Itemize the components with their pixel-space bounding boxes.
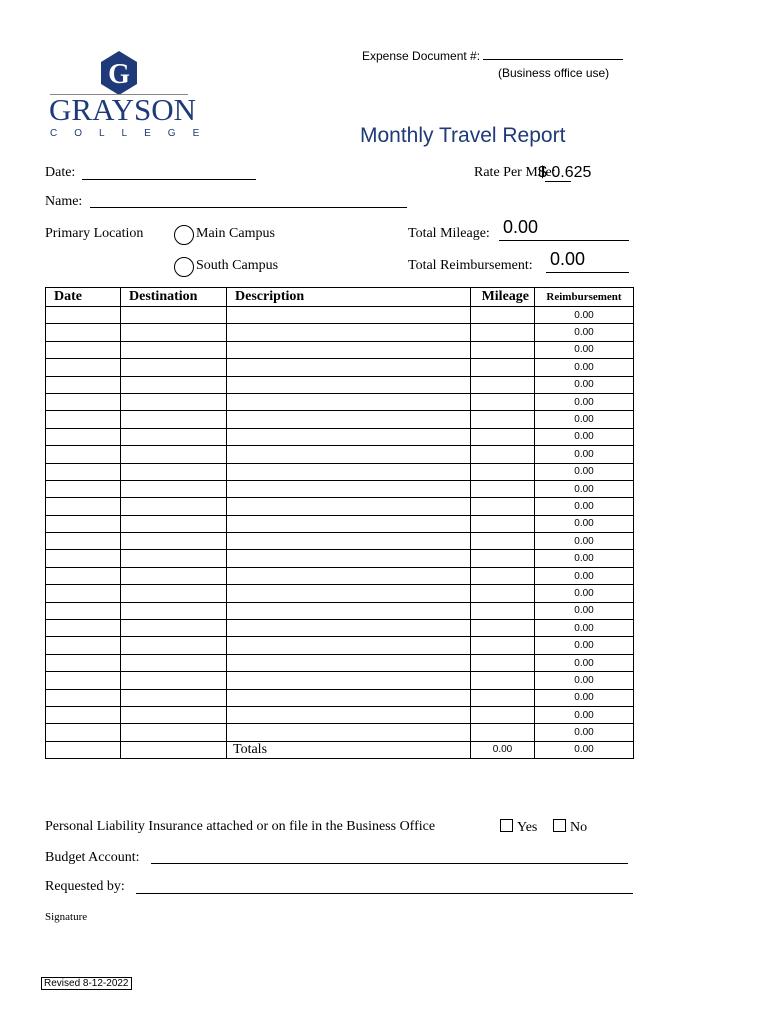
- table-row: [46, 689, 634, 706]
- reimbursement-cell: 0.00: [535, 637, 634, 654]
- destination-cell[interactable]: [121, 637, 227, 654]
- date-cell[interactable]: [46, 567, 121, 584]
- table-row: [46, 376, 634, 393]
- mileage-cell[interactable]: [471, 567, 535, 584]
- destination-cell[interactable]: [121, 654, 227, 671]
- mileage-cell[interactable]: [471, 602, 535, 619]
- reimbursement-cell: 0.00: [535, 411, 634, 428]
- main-campus-label: Main Campus: [196, 226, 275, 241]
- totals-blank-cell: [121, 741, 227, 758]
- reimbursement-cell: 0.00: [535, 654, 634, 671]
- date-cell[interactable]: [46, 724, 121, 741]
- table-row: [46, 672, 634, 689]
- description-cell[interactable]: [227, 689, 471, 706]
- mileage-cell[interactable]: [471, 637, 535, 654]
- destination-cell[interactable]: [121, 498, 227, 515]
- mileage-cell[interactable]: [471, 672, 535, 689]
- total-reimbursement-underline: [546, 272, 629, 273]
- mileage-cell[interactable]: [471, 376, 535, 393]
- table-row: [46, 411, 634, 428]
- reimbursement-cell: 0.00: [535, 672, 634, 689]
- table-row: [46, 654, 634, 671]
- destination-cell[interactable]: [121, 706, 227, 723]
- date-cell[interactable]: [46, 585, 121, 602]
- description-cell[interactable]: [227, 585, 471, 602]
- insurance-no-checkbox[interactable]: [553, 819, 566, 832]
- destination-cell[interactable]: [121, 463, 227, 480]
- header-mileage: Mileage: [471, 288, 535, 307]
- header-description: Description: [227, 288, 471, 307]
- destination-cell[interactable]: [121, 393, 227, 410]
- mileage-cell[interactable]: [471, 533, 535, 550]
- reimbursement-cell: 0.00: [535, 359, 634, 376]
- table-row: [46, 463, 634, 480]
- date-cell[interactable]: [46, 689, 121, 706]
- table-row: [46, 428, 634, 445]
- mileage-cell[interactable]: [471, 446, 535, 463]
- mileage-cell[interactable]: [471, 411, 535, 428]
- date-cell[interactable]: [46, 307, 121, 324]
- total-mileage-label: Total Mileage:: [408, 226, 490, 241]
- reimbursement-cell: 0.00: [535, 446, 634, 463]
- date-cell[interactable]: [46, 620, 121, 637]
- destination-cell[interactable]: [121, 428, 227, 445]
- insurance-yes: [500, 819, 537, 836]
- table-row: [46, 585, 634, 602]
- table-row: [46, 359, 634, 376]
- table-row: [46, 724, 634, 741]
- grayson-logo-icon: [99, 50, 139, 96]
- total-mileage-value[interactable]: 0.00: [503, 217, 539, 237]
- date-cell[interactable]: [46, 498, 121, 515]
- mileage-cell[interactable]: [471, 480, 535, 497]
- mileage-cell[interactable]: [471, 654, 535, 671]
- logo-letter: G: [108, 59, 130, 90]
- description-cell[interactable]: [227, 637, 471, 654]
- table-row: [46, 515, 634, 532]
- table-row: [46, 324, 634, 341]
- description-cell[interactable]: [227, 359, 471, 376]
- description-cell[interactable]: [227, 393, 471, 410]
- destination-cell[interactable]: [121, 550, 227, 567]
- mileage-cell[interactable]: [471, 307, 535, 324]
- reimbursement-cell: 0.00: [535, 515, 634, 532]
- date-cell[interactable]: [46, 672, 121, 689]
- totals-blank-cell: [46, 741, 121, 758]
- totals-row: [46, 741, 634, 758]
- expense-document-label: Expense Document #:: [362, 49, 481, 63]
- description-cell[interactable]: [227, 428, 471, 445]
- destination-cell[interactable]: [121, 359, 227, 376]
- signature-label: Signature: [45, 911, 88, 923]
- destination-cell[interactable]: [121, 567, 227, 584]
- rate-value[interactable]: $ 0.625: [538, 164, 592, 181]
- header-destination: Destination: [121, 288, 227, 307]
- reimbursement-cell: 0.00: [535, 602, 634, 619]
- table-row: [46, 480, 634, 497]
- table-row: [46, 620, 634, 637]
- totals-reimbursement: 0.00: [535, 741, 634, 758]
- mileage-cell[interactable]: [471, 550, 535, 567]
- description-cell[interactable]: [227, 324, 471, 341]
- table-row: [46, 637, 634, 654]
- description-cell[interactable]: [227, 567, 471, 584]
- table-row: [46, 567, 634, 584]
- description-cell[interactable]: [227, 620, 471, 637]
- rate-label: Rate Per Mile:: [474, 165, 556, 180]
- totals-mileage: 0.00: [471, 741, 535, 758]
- mileage-cell[interactable]: [471, 428, 535, 445]
- reimbursement-cell: 0.00: [535, 376, 634, 393]
- mileage-cell[interactable]: [471, 620, 535, 637]
- mileage-cell[interactable]: [471, 498, 535, 515]
- header-date: Date: [46, 288, 121, 307]
- reimbursement-cell: 0.00: [535, 533, 634, 550]
- date-cell[interactable]: [46, 411, 121, 428]
- reimbursement-cell: 0.00: [535, 724, 634, 741]
- date-cell[interactable]: [46, 602, 121, 619]
- reimbursement-cell: 0.00: [535, 706, 634, 723]
- reimbursement-cell: 0.00: [535, 585, 634, 602]
- insurance-yes-label: Yes: [517, 820, 538, 835]
- description-cell[interactable]: [227, 307, 471, 324]
- mileage-cell[interactable]: [471, 689, 535, 706]
- table-row: [46, 446, 634, 463]
- date-cell[interactable]: [46, 637, 121, 654]
- insurance-no-label: No: [570, 820, 588, 835]
- table-row: [46, 550, 634, 567]
- description-cell[interactable]: [227, 706, 471, 723]
- reimbursement-cell: 0.00: [535, 463, 634, 480]
- table-row: [46, 706, 634, 723]
- total-mileage-underline: [499, 240, 629, 241]
- page-title: Monthly Travel Report: [360, 124, 566, 147]
- description-cell[interactable]: [227, 602, 471, 619]
- table-row: [46, 307, 634, 324]
- totals-label: Totals: [227, 741, 471, 758]
- mileage-cell[interactable]: [471, 341, 535, 358]
- budget-account-label: Budget Account:: [45, 850, 140, 865]
- south-campus-radio[interactable]: [174, 257, 194, 277]
- logo-name: GRAYSON: [49, 92, 197, 127]
- total-reimbursement-label: Total Reimbursement:: [408, 258, 533, 273]
- date-cell[interactable]: [46, 393, 121, 410]
- destination-cell[interactable]: [121, 515, 227, 532]
- date-cell[interactable]: [46, 463, 121, 480]
- date-cell[interactable]: [46, 359, 121, 376]
- date-cell[interactable]: [46, 706, 121, 723]
- destination-cell[interactable]: [121, 307, 227, 324]
- insurance-label: Personal Liability Insurance attached or on file in the Business Office: [45, 819, 436, 834]
- primary-location-label: Primary Location: [45, 226, 144, 241]
- logo-subtitle: COLLEGE: [50, 128, 217, 139]
- destination-cell[interactable]: [121, 533, 227, 550]
- header-reimbursement: Reimbursement: [535, 288, 634, 307]
- requested-by-label: Requested by:: [45, 879, 125, 894]
- insurance-no: [553, 819, 587, 836]
- description-cell[interactable]: [227, 672, 471, 689]
- table-row: [46, 498, 634, 515]
- mileage-cell[interactable]: [471, 724, 535, 741]
- destination-cell[interactable]: [121, 324, 227, 341]
- mileage-cell[interactable]: [471, 585, 535, 602]
- date-cell[interactable]: [46, 480, 121, 497]
- destination-cell[interactable]: [121, 620, 227, 637]
- description-cell[interactable]: [227, 724, 471, 741]
- expense-document-field: [362, 47, 623, 63]
- destination-cell[interactable]: [121, 376, 227, 393]
- destination-cell[interactable]: [121, 341, 227, 358]
- mileage-cell[interactable]: [471, 359, 535, 376]
- destination-cell[interactable]: [121, 446, 227, 463]
- reimbursement-cell: 0.00: [535, 550, 634, 567]
- description-cell[interactable]: [227, 533, 471, 550]
- date-cell[interactable]: [46, 550, 121, 567]
- description-cell[interactable]: [227, 654, 471, 671]
- requested-by-input[interactable]: [136, 893, 633, 894]
- destination-cell[interactable]: [121, 689, 227, 706]
- expense-document-line: [483, 47, 623, 60]
- date-cell[interactable]: [46, 341, 121, 358]
- date-cell[interactable]: [46, 533, 121, 550]
- reimbursement-cell: 0.00: [535, 393, 634, 410]
- description-cell[interactable]: [227, 341, 471, 358]
- name-label: Name:: [45, 194, 83, 209]
- date-cell[interactable]: [46, 515, 121, 532]
- mileage-cell[interactable]: [471, 324, 535, 341]
- total-reimbursement-value[interactable]: 0.00: [550, 249, 586, 269]
- reimbursement-cell: 0.00: [535, 480, 634, 497]
- name-input[interactable]: [90, 207, 407, 208]
- reimbursement-cell: 0.00: [535, 324, 634, 341]
- budget-account-input[interactable]: [151, 863, 628, 864]
- table-row: [46, 341, 634, 358]
- reimbursement-cell: 0.00: [535, 498, 634, 515]
- destination-cell[interactable]: [121, 585, 227, 602]
- destination-cell[interactable]: [121, 602, 227, 619]
- date-cell[interactable]: [46, 428, 121, 445]
- destination-cell[interactable]: [121, 724, 227, 741]
- date-input[interactable]: [82, 179, 256, 180]
- date-cell[interactable]: [46, 446, 121, 463]
- south-campus-label: South Campus: [196, 258, 279, 273]
- destination-cell[interactable]: [121, 672, 227, 689]
- insurance-yes-checkbox[interactable]: [500, 819, 513, 832]
- revised-date: Revised 8-12-2022: [41, 977, 132, 990]
- reimbursement-cell: 0.00: [535, 567, 634, 584]
- description-cell[interactable]: [227, 376, 471, 393]
- table-row: [46, 602, 634, 619]
- destination-cell[interactable]: [121, 411, 227, 428]
- description-cell[interactable]: [227, 463, 471, 480]
- table-header-row: [46, 288, 634, 307]
- date-cell[interactable]: [46, 376, 121, 393]
- description-cell[interactable]: [227, 446, 471, 463]
- mileage-cell[interactable]: [471, 515, 535, 532]
- date-label: Date:: [45, 165, 76, 180]
- destination-cell[interactable]: [121, 480, 227, 497]
- description-cell[interactable]: [227, 550, 471, 567]
- reimbursement-cell: 0.00: [535, 620, 634, 637]
- travel-log-table: [45, 287, 634, 759]
- mileage-cell[interactable]: [471, 463, 535, 480]
- main-campus-radio[interactable]: [174, 225, 194, 245]
- table-row: [46, 533, 634, 550]
- description-cell[interactable]: [227, 515, 471, 532]
- date-cell[interactable]: [46, 324, 121, 341]
- business-office-note: (Business office use): [498, 66, 610, 80]
- table-row: [46, 393, 634, 410]
- reimbursement-cell: 0.00: [535, 307, 634, 324]
- description-cell[interactable]: [227, 498, 471, 515]
- mileage-cell[interactable]: [471, 393, 535, 410]
- reimbursement-cell: 0.00: [535, 428, 634, 445]
- description-cell[interactable]: [227, 480, 471, 497]
- reimbursement-cell: 0.00: [535, 689, 634, 706]
- reimbursement-cell: 0.00: [535, 341, 634, 358]
- description-cell[interactable]: [227, 411, 471, 428]
- mileage-cell[interactable]: [471, 706, 535, 723]
- date-cell[interactable]: [46, 654, 121, 671]
